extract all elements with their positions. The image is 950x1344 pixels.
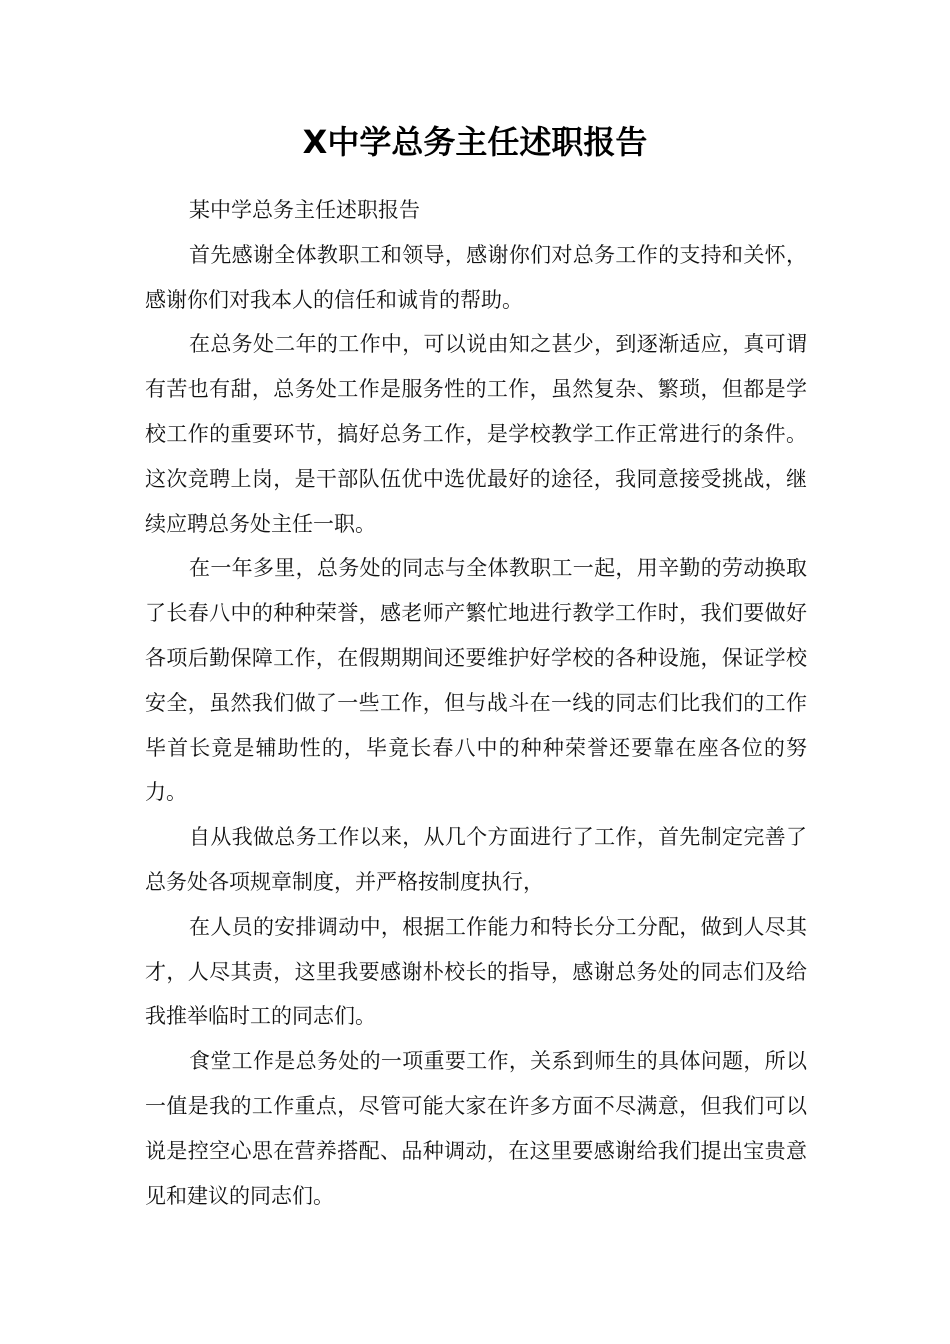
paragraph-staffing: 在人员的安排调动中，根据工作能力和特长分工分配，做到人尽其才，人尽其责，这里我要感谢朴校长的指导，感谢总务处的同志们及给我推举临时工的同志们。 bbox=[145, 914, 807, 1029]
document-body bbox=[145, 188, 807, 1218]
paragraph-canteen: 食堂工作是总务处的一项重要工作，关系到师生的具体问题，所以一值是我的工作重点，尽管可能大家在许多方面不尽满意，但我们可以说是控空心思在营养搭配、品种调动，在这里要感谢给我们提出宝贵意见和建议的同志们。 bbox=[145, 1049, 807, 1208]
paragraph-work-experience: 在总务处二年的工作中，可以说由知之甚少，到逐渐适应，真可谓有苦也有甜，总务处工作是服务性的工作，虽然复杂、繁琐，但都是学校工作的重要环节，搞好总务工作，是学校教学工作正常进行的条件。这次竞聘上岗，是干部队伍优中选优最好的途径，我同意接受挑战，继续应聘总务处主任一职。 bbox=[145, 332, 807, 536]
paragraph-achievements: 在一年多里，总务处的同志与全体教职工一起，用辛勤的劳动换取了长春八中的种种荣誉，感老师产繁忙地进行教学工作时，我们要做好各项后勤保障工作，在假期期间还要维护好学校的各种设施，保证学校安全，虽然我们做了一些工作，但与战斗在一线的同志们比我们的工作毕首长竟是辅助性的，毕竟长春八中的种种荣誉还要靠在座各位的努力。 bbox=[145, 556, 807, 805]
paragraph-subtitle: 某中学总务主任述职报告 bbox=[189, 198, 420, 222]
paragraph-thanks: 首先感谢全体教职工和领导，感谢你们对总务工作的支持和关怀，感谢你们对我本人的信任和诚肯的帮助。 bbox=[145, 242, 807, 312]
document-title: X中学总务主任述职报告 bbox=[302, 123, 648, 161]
paragraph-rules: 自从我做总务工作以来，从几个方面进行了工作，首先制定完善了总务处各项规章制度，并严格按制度执行， bbox=[145, 825, 807, 894]
